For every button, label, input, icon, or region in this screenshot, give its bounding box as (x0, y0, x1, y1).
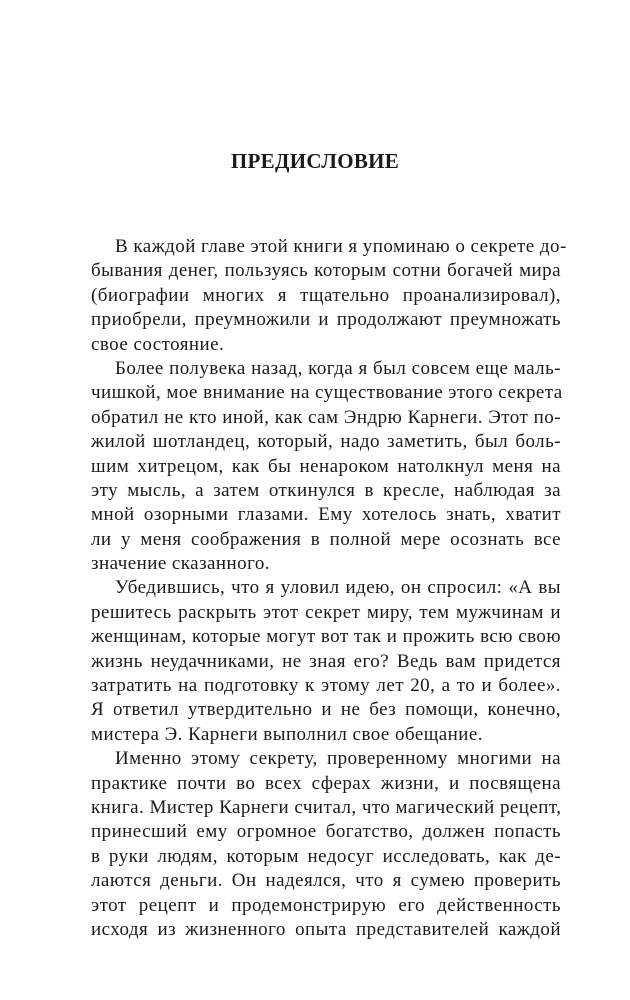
text-line: обратил не кто иной, как сам Эндрю Карнеги. Этот по- (91, 406, 561, 428)
text-line: в руки людям, которым недосуг исследовать, как де- (91, 845, 561, 867)
text-line: решитесь раскрыть этот секрет миру, тем мужчинам и (91, 601, 561, 623)
text-line: Именно этому секрету, проверенному многими на (115, 748, 561, 770)
text-line: эту мысль, а затем откинулся в кресле, наблюдая за (91, 479, 561, 501)
text-line: значение сказанного. (91, 553, 271, 575)
text-line: приобрели, преумножили и продолжают преумножать (91, 309, 561, 331)
text-line: Более полувека назад, когда я был совсем еще маль- (115, 357, 561, 379)
text-line: женщинам, которые могут вот так и прожить всю свою (91, 626, 561, 648)
text-line: чишкой, мое внимание на существование этого секрета (91, 382, 563, 404)
chapter-title: ПРЕДИСЛОВИЕ (230, 149, 400, 173)
text-line: затратить на подготовку к этому лет 20, а то и более». (91, 675, 561, 697)
text-line: практике почти во всех сферах жизни, и посвящена (91, 772, 561, 794)
text-line: Убедившись, что я уловил идею, он спросил: «А вы (115, 577, 561, 599)
text-line: ли у меня соображения в полной мере осознать все (91, 528, 561, 550)
text-line: книга. Мистер Карнеги считал, что магический рецепт, (91, 796, 562, 818)
text-line: мной озорными глазами. Ему хотелось знать, хватит (91, 504, 561, 526)
text-line: исходя из жизненного опыта представителей каждой (91, 918, 561, 940)
body-text (91, 235, 567, 942)
text-line: жилой шотландец, который, надо заметить, был боль- (91, 431, 561, 453)
text-line: шим хитрецом, как бы ненароком натолкнул меня на (91, 455, 561, 477)
text-line: принесший ему огромное богатство, должен попасть (91, 821, 561, 843)
text-line: свое состояние. (91, 333, 225, 355)
text-line: жизнь неудачниками, не зная его? Ведь вам придется (91, 650, 561, 672)
text-line: (биографии многих я тщательно проанализировал), (91, 284, 561, 306)
text-line: мистера Э. Карнеги выполнил свое обещание. (91, 723, 483, 745)
text-line: В каждой главе этой книги я упоминаю о секрете до- (115, 236, 567, 257)
text-line: Я ответил утвердительно и не без помощи, конечно, (91, 699, 561, 721)
text-line: лаются деньги. Он надеялся, что я сумею проверить (91, 870, 561, 892)
text-line: этот рецепт и продемонстрирую его действенность (91, 894, 561, 916)
text-line: бывания денег, пользуясь которым сотни богачей мира (91, 260, 561, 282)
